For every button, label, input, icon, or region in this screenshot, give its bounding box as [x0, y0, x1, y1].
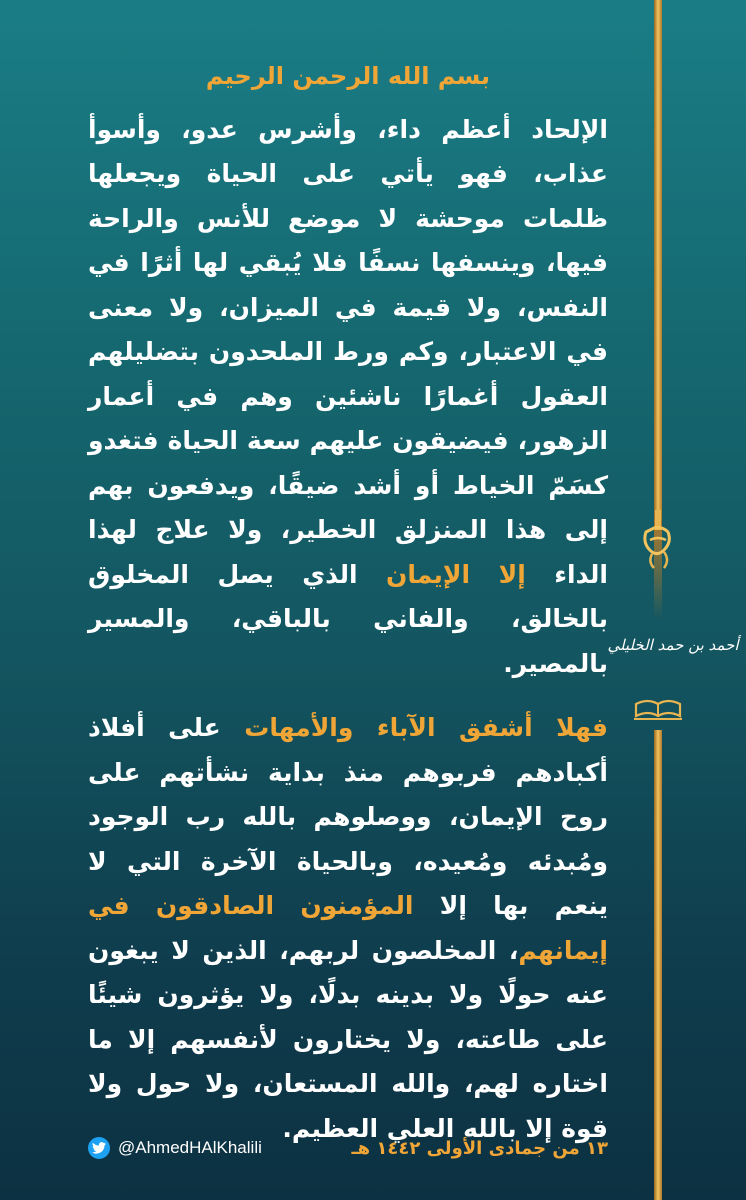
basmala: بسم الله الرحمن الرحيم	[205, 62, 491, 90]
twitter-handle[interactable]	[88, 1137, 262, 1159]
date: ١٣ من جمادى الأولى ١٤٤٢ هـ	[351, 1137, 608, 1159]
paragraph-1-text-end: الذي يصل المخلوق بالخالق، والفاني بالباقي، والمسير بالمصير.	[88, 559, 608, 678]
paragraph-1-highlight: إلا الإيمان	[386, 559, 526, 589]
paragraph-1	[88, 108, 608, 687]
signature: أحمد بن حمد الخليلي	[607, 636, 739, 654]
hands-icon	[634, 510, 682, 570]
book-icon	[632, 696, 684, 722]
twitter-icon	[88, 1137, 110, 1159]
twitter-handle-text: @AhmedHAlKhalili	[118, 1138, 262, 1157]
paragraph-2-text-2: ، المخلصون لربهم، الذين لا يبغون عنه حولًا ولا بدينه بدلًا، ولا يؤثرون شيئًا على طاعته، ولا يختارون لأنفسهم إلا ما اختاره لهم، والله المستعان، ولا حول ولا قوة إلا بالله العلي العظيم.	[88, 935, 608, 1143]
paragraph-1-text: الإلحاد أعظم داء، وأشرس عدو، وأسوأ عذاب، فهو يأتي على الحياة ويجعلها ظلمات موحشة لا موضع للأنس والراحة فيها، وينسفها نسفًا فلا يُبقي لها أثرًا في النفس، ولا قيمة في الميزان، ولا معنى في الاعتبار، وكم ورط الملحدون بتضليلهم العقول أغمارًا ناشئين وهم في أعمار الزهور، فيضيقون عليهم سعة الحياة فتغدو كسَمّ الخياط أو أشد ضيقًا، ويدفعون بهم إلى هذا المنزلق الخطير، ولا علاج لهذا الداء	[88, 114, 608, 589]
gold-rod-bottom	[654, 730, 662, 1200]
paragraph-2-highlight-2: المؤمنون الصادقون في إيمانهم	[88, 891, 608, 965]
paragraph-2-text-1: على أفلاذ أكبادهم فربوهم منذ بداية نشأتهم على روح الإيمان، ووصلوهم بالله رب الوجود ومُبدئه ومُعيده، وبالحياة الآخرة التي لا ينعم بها إلا	[88, 713, 608, 921]
main-content	[88, 60, 608, 1151]
paragraph-2	[88, 706, 608, 1151]
paragraph-2-highlight-1: فهلا أشفق الآباء والأمهات	[244, 713, 609, 743]
gold-rod-top	[654, 0, 662, 520]
footer	[88, 1128, 608, 1168]
